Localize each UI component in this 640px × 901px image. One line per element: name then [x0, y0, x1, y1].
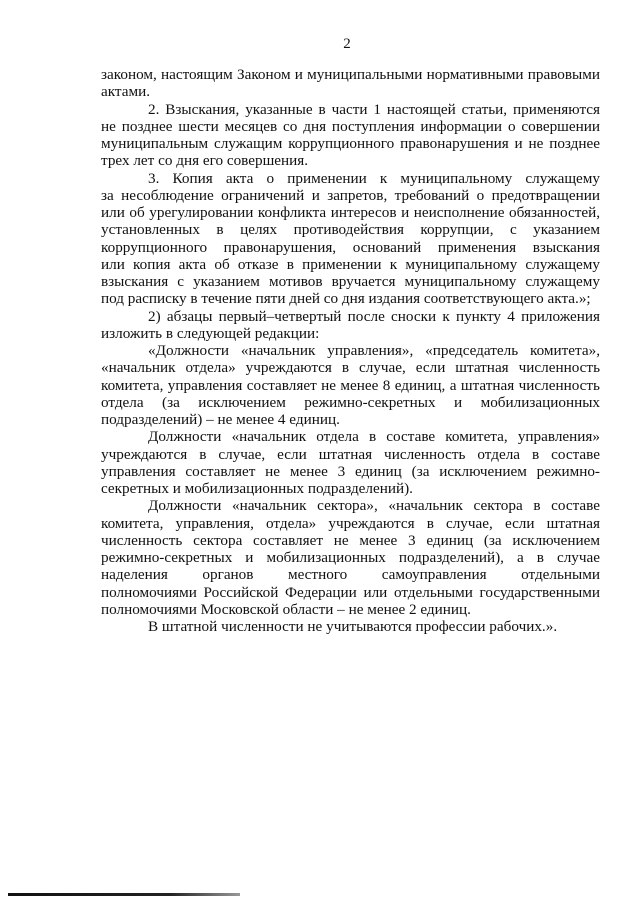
text-line: «Должности «начальник управления», «председатель комитета»,: [148, 342, 600, 359]
paragraph: [101, 170, 600, 308]
text-line: численность сектора составляет не менее 3 единиц (за исключением: [101, 531, 600, 549]
text-line: 3. Копия акта о применении к муниципальному служащему: [148, 169, 600, 187]
text-line: подразделений) – не менее 4 единиц.: [101, 411, 340, 428]
text-line: секретных и мобилизационных подразделений).: [101, 480, 413, 497]
text-line: не позднее шести месяцев со дня поступления информации о совершении: [101, 117, 600, 135]
text-line: актами.: [101, 83, 151, 101]
text-line: комитета, управления составляет не менее 8 единиц, а штатная численность: [101, 376, 600, 394]
text-line: наделения органов местного самоуправления отдельными: [101, 566, 600, 584]
text-line: или копия акта об отказе в применении к муниципальному служащему: [101, 255, 600, 273]
text-line: В штатной численности не учитываются профессии рабочих.».: [148, 618, 558, 635]
text-line: Должности «начальник отдела в составе комитета, управления»: [148, 428, 600, 446]
text-line: комитета, управления, отдела» учреждаются в случае, если штатная: [101, 514, 600, 532]
paragraph: [101, 66, 600, 101]
footer-rule: [8, 893, 240, 896]
paragraph: [101, 497, 600, 618]
text-line: режимно-секретных и мобилизационных подразделений), а в случае: [101, 549, 600, 566]
text-line: муниципальным служащим коррупционного правонарушения и не позднее: [101, 135, 600, 152]
text-line: Должности «начальник сектора», «начальник сектора в составе: [148, 497, 600, 515]
text-line: 2) абзацы первый–четвертый после сноски к пункту 4 приложения: [148, 307, 600, 325]
text-line: установленных в целях противодействия коррупции, с указанием: [101, 221, 600, 239]
text-line: или об урегулировании конфликта интересов и неисполнение обязанностей,: [101, 204, 600, 221]
text-line: взыскания с указанием мотивов вручается муниципальному служащему: [101, 273, 600, 290]
text-line: отдела (за исключением режимно-секретных и мобилизационных: [101, 393, 600, 411]
text-line: трех лет со дня его совершения.: [101, 152, 309, 170]
paragraph: [101, 428, 600, 497]
text-line: «начальник отдела» учреждаются в случае, если штатная численность: [101, 359, 600, 377]
text-line: 2. Взыскания, указанные в части 1 настоящей статьи, применяются: [148, 100, 600, 118]
text-line: законом, настоящим Законом и муниципальными нормативными правовыми: [101, 66, 600, 83]
text-line: управления составляет не менее 3 единиц (за исключением режимно-: [101, 462, 600, 480]
document-body: [101, 66, 600, 635]
text-line: под расписку в течение пяти дней со дня издания соответствующего акта.»;: [101, 290, 591, 308]
text-line: полномочиями Российской Федерации или отдельными государственными: [101, 583, 600, 601]
text-line: за несоблюдение ограничений и запретов, требований о предотвращении: [101, 186, 600, 204]
text-line: коррупционного правонарушения, оснований применения взыскания: [101, 238, 600, 256]
text-line: учреждаются в случае, если штатная численность отдела в составе: [101, 445, 600, 463]
text-line: полномочиями Московской области – не менее 2 единиц.: [101, 600, 471, 618]
paragraph: [101, 101, 600, 170]
page-number: 2: [343, 36, 351, 52]
paragraph: [101, 308, 600, 343]
text-line: изложить в следующей редакции:: [101, 324, 320, 342]
paragraph: [101, 618, 600, 635]
paragraph: [101, 342, 600, 428]
